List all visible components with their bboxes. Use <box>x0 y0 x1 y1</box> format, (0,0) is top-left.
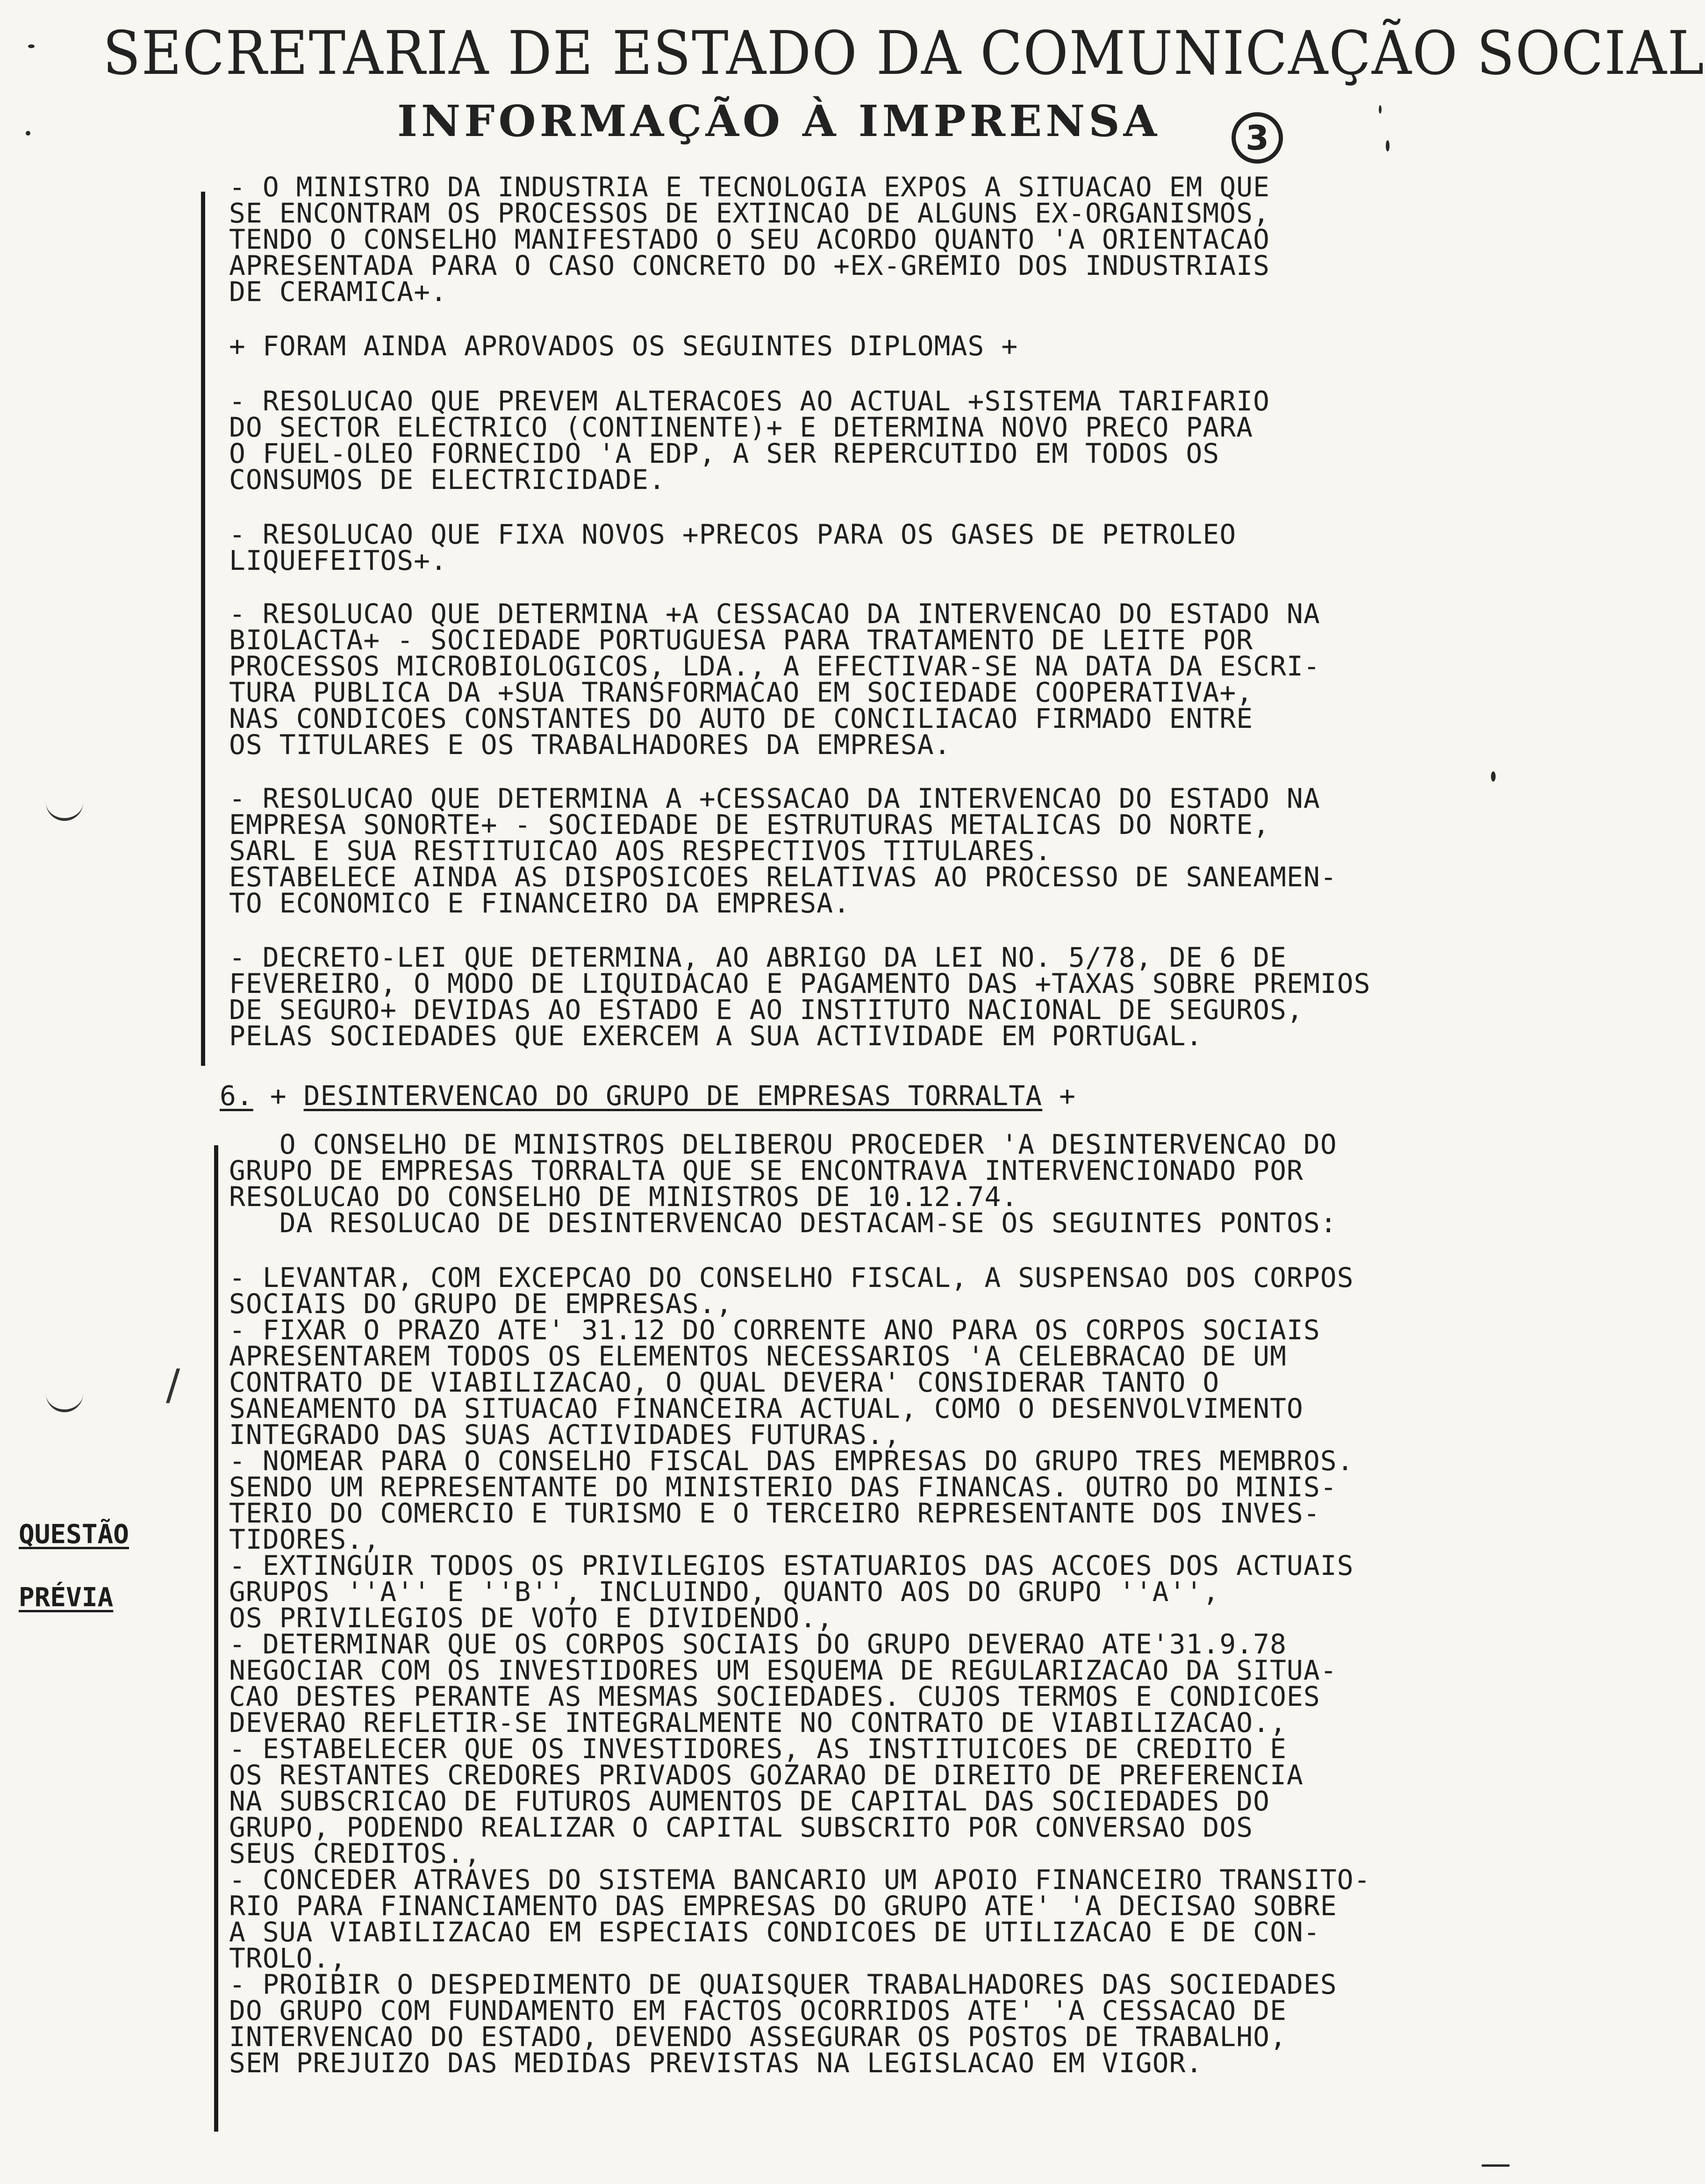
scan-speck <box>1482 2164 1510 2167</box>
section-title: DESINTERVENCAO DO GRUPO DE EMPRESAS TORRALTA <box>303 1080 1043 1112</box>
section-number: 6. <box>220 1080 253 1112</box>
section-resolution-points: - LEVANTAR, COM EXCEPCAO DO CONSELHO FISCAL, A SUSPENSAO DOS CORPOS SOCIAIS DO GRUPO DE EMPRESAS., - FIXAR O PRAZO ATE' 31.12 DO CORRENTE ANO PARA OS CORPOS SOCIAIS APRESENTAREM TODOS OS ELEMENTOS NECESSARIOS 'A CELEBRACAO DE UM CONTRATO DE VIABILIZACAO, O QUAL DEVERA' CONSIDERAR TANTO O SANEAMENTO DA SITUACAO FINANCEIRA ACTUAL, COMO O DESENVOLVIMENTO INTEGRADO DAS SUAS ACTIVIDADES FUTURAS., - NOMEAR PARA O CONSELHO FISCAL DAS EMPRESAS DO GRUPO TRES MEMBROS. SENDO UM REPRESENTANTE DO MINISTERIO DAS FINANCAS. OUTRO DO MINIS- TERIO DO COMERCIO E TURISMO E O TERCEIRO REPRESENTANTE DOS INVES- TIDORES., - EXTINGUIR TODOS OS PRIVILEGIOS ESTATUARIOS DAS ACCOES DOS ACTUAIS GRUPOS ''A'' E ''B'', INCLUINDO, QUANTO AOS DO GRUPO ''A'', OS PRIVILEGIOS DE VOTO E DIVIDENDO., - DETERMINAR QUE OS CORPOS SOCIAIS DO GRUPO DEVERAO ATE'31.9.78 NEGOCIAR COM OS INVESTIDORES UM ESQUEMA DE REGULARIZACAO DA SITUA- CAO DESTES PERANTE AS MESMAS SOCIEDADES. CUJOS TERMOS E CONDICOES DEVERAO REFLETIR-SE INTEGRALMENTE NO CONTRATO DE VIABILIZACAO., - ESTABELECER QUE OS INVESTIDORES, AS INSTITUICOES DE CREDITO E OS RESTANTES CREDORES PRIVADOS GOZARAO DE DIREITO DE PREFERENCIA NA SUBSCRICAO DE FUTUROS AUMENTOS DE CAPITAL DAS SOCIEDADES DO GRUPO, PODENDO REALIZAR O CAPITAL SUBSCRITO POR CONVERSAO DOS SEUS CREDITOS., - CONCEDER ATRAVES DO SISTEMA BANCARIO UM APOIO FINANCEIRO TRANSITO- RIO PARA FINANCIAMENTO DAS EMPRESAS DO GRUPO ATE' 'A DECISAO SOBRE A SUA VIABILIZACAO EM ESPECIAIS CONDICOES DE UTILIZACAO E DE CON- TROLO., - PROIBIR O DESPEDIMENTO DE QUAISQUER TRABALHADORES DAS SOCIEDADES DO GRUPO COM FUNDAMENTO EM FACTOS OCORRIDOS ATE' 'A CESSACAO DE INTERVENCAO DO ESTADO, DEVENDO ASSEGURAR OS POSTOS DE TRABALHO, SEM PREJUIZO DAS MEDIDAS PREVISTAS NA LEGISLACAO EM VIGOR. <box>229 1262 1371 2079</box>
scan-speck <box>1386 140 1390 151</box>
paragraph-tariff-system: - RESOLUCAO QUE PREVEM ALTERACOES AO ACTUAL +SISTEMA TARIFARIO DO SECTOR ELECTRICO (CONTINENTE)+ E DETERMINA NOVO PRECO PARA O FUEL-OLEO FORNECIDO 'A EDP, A SER REPERCUTIDO EM TODOS OS CONSUMOS DE ELECTRICIDADE. <box>229 385 1270 496</box>
punch-hole-mark-lower <box>46 1391 83 1412</box>
section-6-heading <box>220 1080 1076 1112</box>
page-number-badge: 3 <box>1232 112 1283 164</box>
margin-rule-bottom <box>214 1145 218 2132</box>
scan-speck <box>26 131 30 136</box>
margin-note-questao: QUESTÃO <box>19 1519 129 1550</box>
scan-speck <box>28 44 35 48</box>
paragraph-industry-minister: - O MINISTRO DA INDUSTRIA E TECNOLOGIA EXPOS A SITUACAO EM QUE SE ENCONTRAM OS PROCESSOS DE EXTINCAO DE ALGUNS EX-ORGANISMOS, TENDO O CONSELHO MANIFESTADO O SEU ACORDO QUANTO 'A ORIENTACAO APRESENTADA PARA O CASO CONCRETO DO +EX-GREMIO DOS INDUSTRIAIS DE CERAMICA+. <box>229 171 1270 308</box>
paragraph-lpg-prices: - RESOLUCAO QUE FIXA NOVOS +PRECOS PARA OS GASES DE PETROLEO LIQUEFEITOS+. <box>229 518 1237 576</box>
margin-rule-top <box>201 192 205 1066</box>
margin-note-previa: PRÉVIA <box>19 1582 114 1613</box>
paragraph-insurance-taxes: - DECRETO-LEI QUE DETERMINA, AO ABRIGO DA LEI NO. 5/78, DE 6 DE FEVEREIRO, O MODO DE LIQUIDACAO E PAGAMENTO DAS +TAXAS SOBRE PREMIOS DE SEGURO+ DEVIDAS AO ESTADO E AO INSTITUTO NACIONAL DE SEGUROS, PELAS SOCIEDADES QUE EXERCEM A SUA ACTIVIDADE EM PORTUGAL. <box>229 941 1371 1052</box>
section-plus-open: + <box>270 1080 287 1112</box>
check-mark-icon: / <box>166 1360 180 1409</box>
section-plus-close: + <box>1059 1080 1076 1112</box>
section-intro: O CONSELHO DE MINISTROS DELIBEROU PROCEDER 'A DESINTERVENCAO DO GRUPO DE EMPRESAS TORRALTA QUE SE ENCONTRAVA INTERVENCIONADO POR RESOLUCAO DO CONSELHO DE MINISTROS DE 10.12.74. DA RESOLUCAO DE DESINTERVENCAO DESTACAM-SE OS SEGUINTES PONTOS: <box>229 1128 1337 1239</box>
paragraph-biolacta: - RESOLUCAO QUE DETERMINA +A CESSACAO DA INTERVENCAO DO ESTADO NA BIOLACTA+ - SOCIEDADE PORTUGUESA PARA TRATAMENTO DE LEITE POR PROCESSOS MICROBIOLOGICOS, LDA., A EFECTIVAR-SE NA DATA DA ESCRI- TURA PUBLICA DA +SUA TRANSFORMACAO EM SOCIEDADE COOPERATIVA+, NAS CONDICOES CONSTANTES DO AUTO DE CONCILIACAO FIRMADO ENTRE OS TITULARES E OS TRABALHADORES DA EMPRESA. <box>229 598 1320 761</box>
press-release-subtitle: INFORMAÇÃO À IMPRENSA <box>397 96 1161 146</box>
punch-hole-mark-upper <box>46 799 83 821</box>
paragraph-sonorte: - RESOLUCAO QUE DETERMINA A +CESSACAO DA INTERVENCAO DO ESTADO NA EMPRESA SONORTE+ - SOCIEDADE DE ESTRUTURAS METALICAS DO NORTE, SARL E SUA RESTITUICAO AOS RESPECTIVOS TITULARES. ESTABELECE AINDA AS DISPOSICOES RELATIVAS AO PROCESSO DE SANEAMEN- TO ECONOMICO E FINANCEIRO DA EMPRESA. <box>229 783 1337 919</box>
paragraph-approved-diplomas: + FORAM AINDA APROVADOS OS SEGUINTES DIPLOMAS + <box>229 330 1018 362</box>
scan-speck <box>1379 105 1382 114</box>
agency-header: SECRETARIA DE ESTADO DA COMUNICAÇÃO SOCIAL <box>103 19 1705 88</box>
scan-speck <box>1491 771 1496 782</box>
